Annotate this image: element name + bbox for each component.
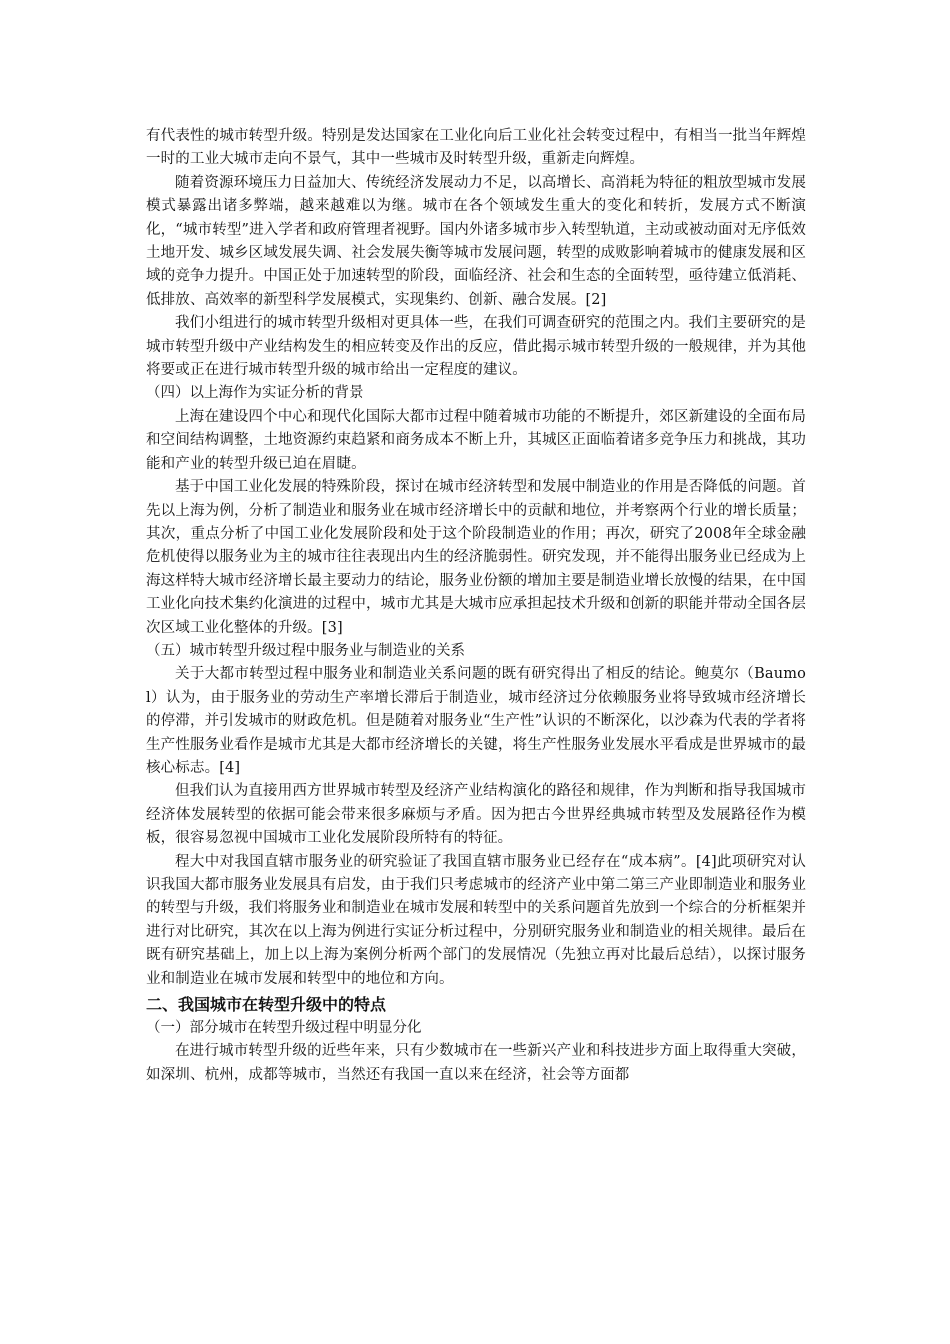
- paragraph: 上海在建设四个中心和现代化国际大都市过程中随着城市功能的不断提升，郊区新建设的全面布局和空间结构调整，土地资源约束趋紧和商务成本不断上升，其城区正面临着诸多竞争压力和挑战，其功能和产业的转型升级已迫在眉睫。: [146, 408, 806, 472]
- paragraph: 随着资源环境压力日益加大、传统经济发展动力不足，以高增长、高消耗为特征的粗放型城市发展模式暴露出诸多弊端，越来越难以为继。城市在各个领域发生重大的变化和转折，发展方式不断演化，“城市转型”进入学者和政府管理者视野。国内外诸多城市步入转型轨道，主动或被动面对无序低效土地开发、城乡区域发展失调、社会发展失衡等城市发展问题，转型的成败影响着城市的健康发展和区域的竞争力提升。中国正处于加速转型的阶段，面临经济、社会和生态的全面转型，亟待建立低消耗、低排放、高效率的新型科学发展模式，实现集约、创新、融合发展。[2]: [146, 174, 806, 308]
- paragraph: 在进行城市转型升级的近些年来，只有少数城市在一些新兴产业和科技进步方面上取得重大突破，如深圳、杭州，成都等城市，当然还有我国一直以来在经济，社会等方面都: [146, 1043, 806, 1083]
- paragraph: 但我们认为直接用西方世界城市转型及经济产业结构演化的路径和规律，作为判断和指导我国城市经济体发展转型的依据可能会带来很多麻烦与矛盾。因为把古今世界经典城市转型及发展路径作为模板，很容易忽视中国城市工业化发展阶段所特有的特征。: [146, 783, 806, 847]
- subsection-heading: （四）以上海作为实证分析的背景: [146, 385, 364, 402]
- paragraph: 程大中对我国直辖市服务业的研究验证了我国直辖市服务业已经存在“成本病”。[4]此项研究对认识我国大都市服务业发展具有启发，由于我们只考虑城市的经济产业中第二第三产业即制造业和服务业的转型与升级，我们将服务业和制造业在城市发展和转型中的关系问题首先放到一个综合的分析框架并进行对比研究，其次在以上海为例进行实证分析过程中，分别研究服务业和制造业的相关规律。最后在既有研究基础上，加上以上海为案例分析两个部门的发展情况（先独立再对比最后总结），以探讨服务业和制造业在城市发展和转型中的地位和方向。: [146, 853, 806, 987]
- section-heading: 二、我国城市在转型升级中的特点: [146, 995, 387, 1015]
- paragraph: 基于中国工业化发展的特殊阶段，探讨在城市经济转型和发展中制造业的作用是否降低的问题。首先以上海为例，分析了制造业和服务业在城市经济增长中的贡献和地位，并考察两个行业的增长质量；其次，重点分析了中国工业化发展阶段和处于这个阶段制造业的作用；再次，研究了2008年全球金融危机使得以服务业为主的城市往往表现出内生的经济脆弱性。研究发现，并不能得出服务业已经成为上海这样特大城市经济增长最主要动力的结论，服务业份额的增加主要是制造业增长放慢的结果，在中国工业化向技术集约化演进的过程中，城市尤其是大城市应承担起技术升级和创新的职能并带动全国各层次区域工业化整体的升级。[3]: [146, 479, 806, 636]
- subsection-heading: （一）部分城市在转型升级过程中明显分化: [146, 1020, 422, 1037]
- document-page: [146, 125, 806, 1087]
- paragraph: 我们小组进行的城市转型升级相对更具体一些，在我们可调查研究的范围之内。我们主要研究的是城市转型升级中产业结构发生的相应转变及作出的反应，借此揭示城市转型升级的一般规律，并为其他将要或正在进行城市转型升级的城市给出一定程度的建议。: [146, 315, 806, 379]
- subsection-heading: （五）城市转型升级过程中服务业与制造业的关系: [146, 642, 465, 659]
- paragraph: 有代表性的城市转型升级。特别是发达国家在工业化向后工业化社会转变过程中，有相当一批当年辉煌一时的工业大城市走向不景气，其中一些城市及时转型升级，重新走向辉煌。: [146, 128, 806, 168]
- paragraph: 关于大都市转型过程中服务业和制造业关系问题的既有研究得出了相反的结论。鲍莫尔（Baumol）认为，由于服务业的劳动生产率增长滞后于制造业，城市经济过分依赖服务业将导致城市经济增长的停滞，并引发城市的财政危机。但是随着对服务业“生产性”认识的不断深化，以沙森为代表的学者将生产性服务业看作是城市尤其是大都市经济增长的关键，将生产性服务业发展水平看成是世界城市的最核心标志。[4]: [146, 666, 806, 776]
